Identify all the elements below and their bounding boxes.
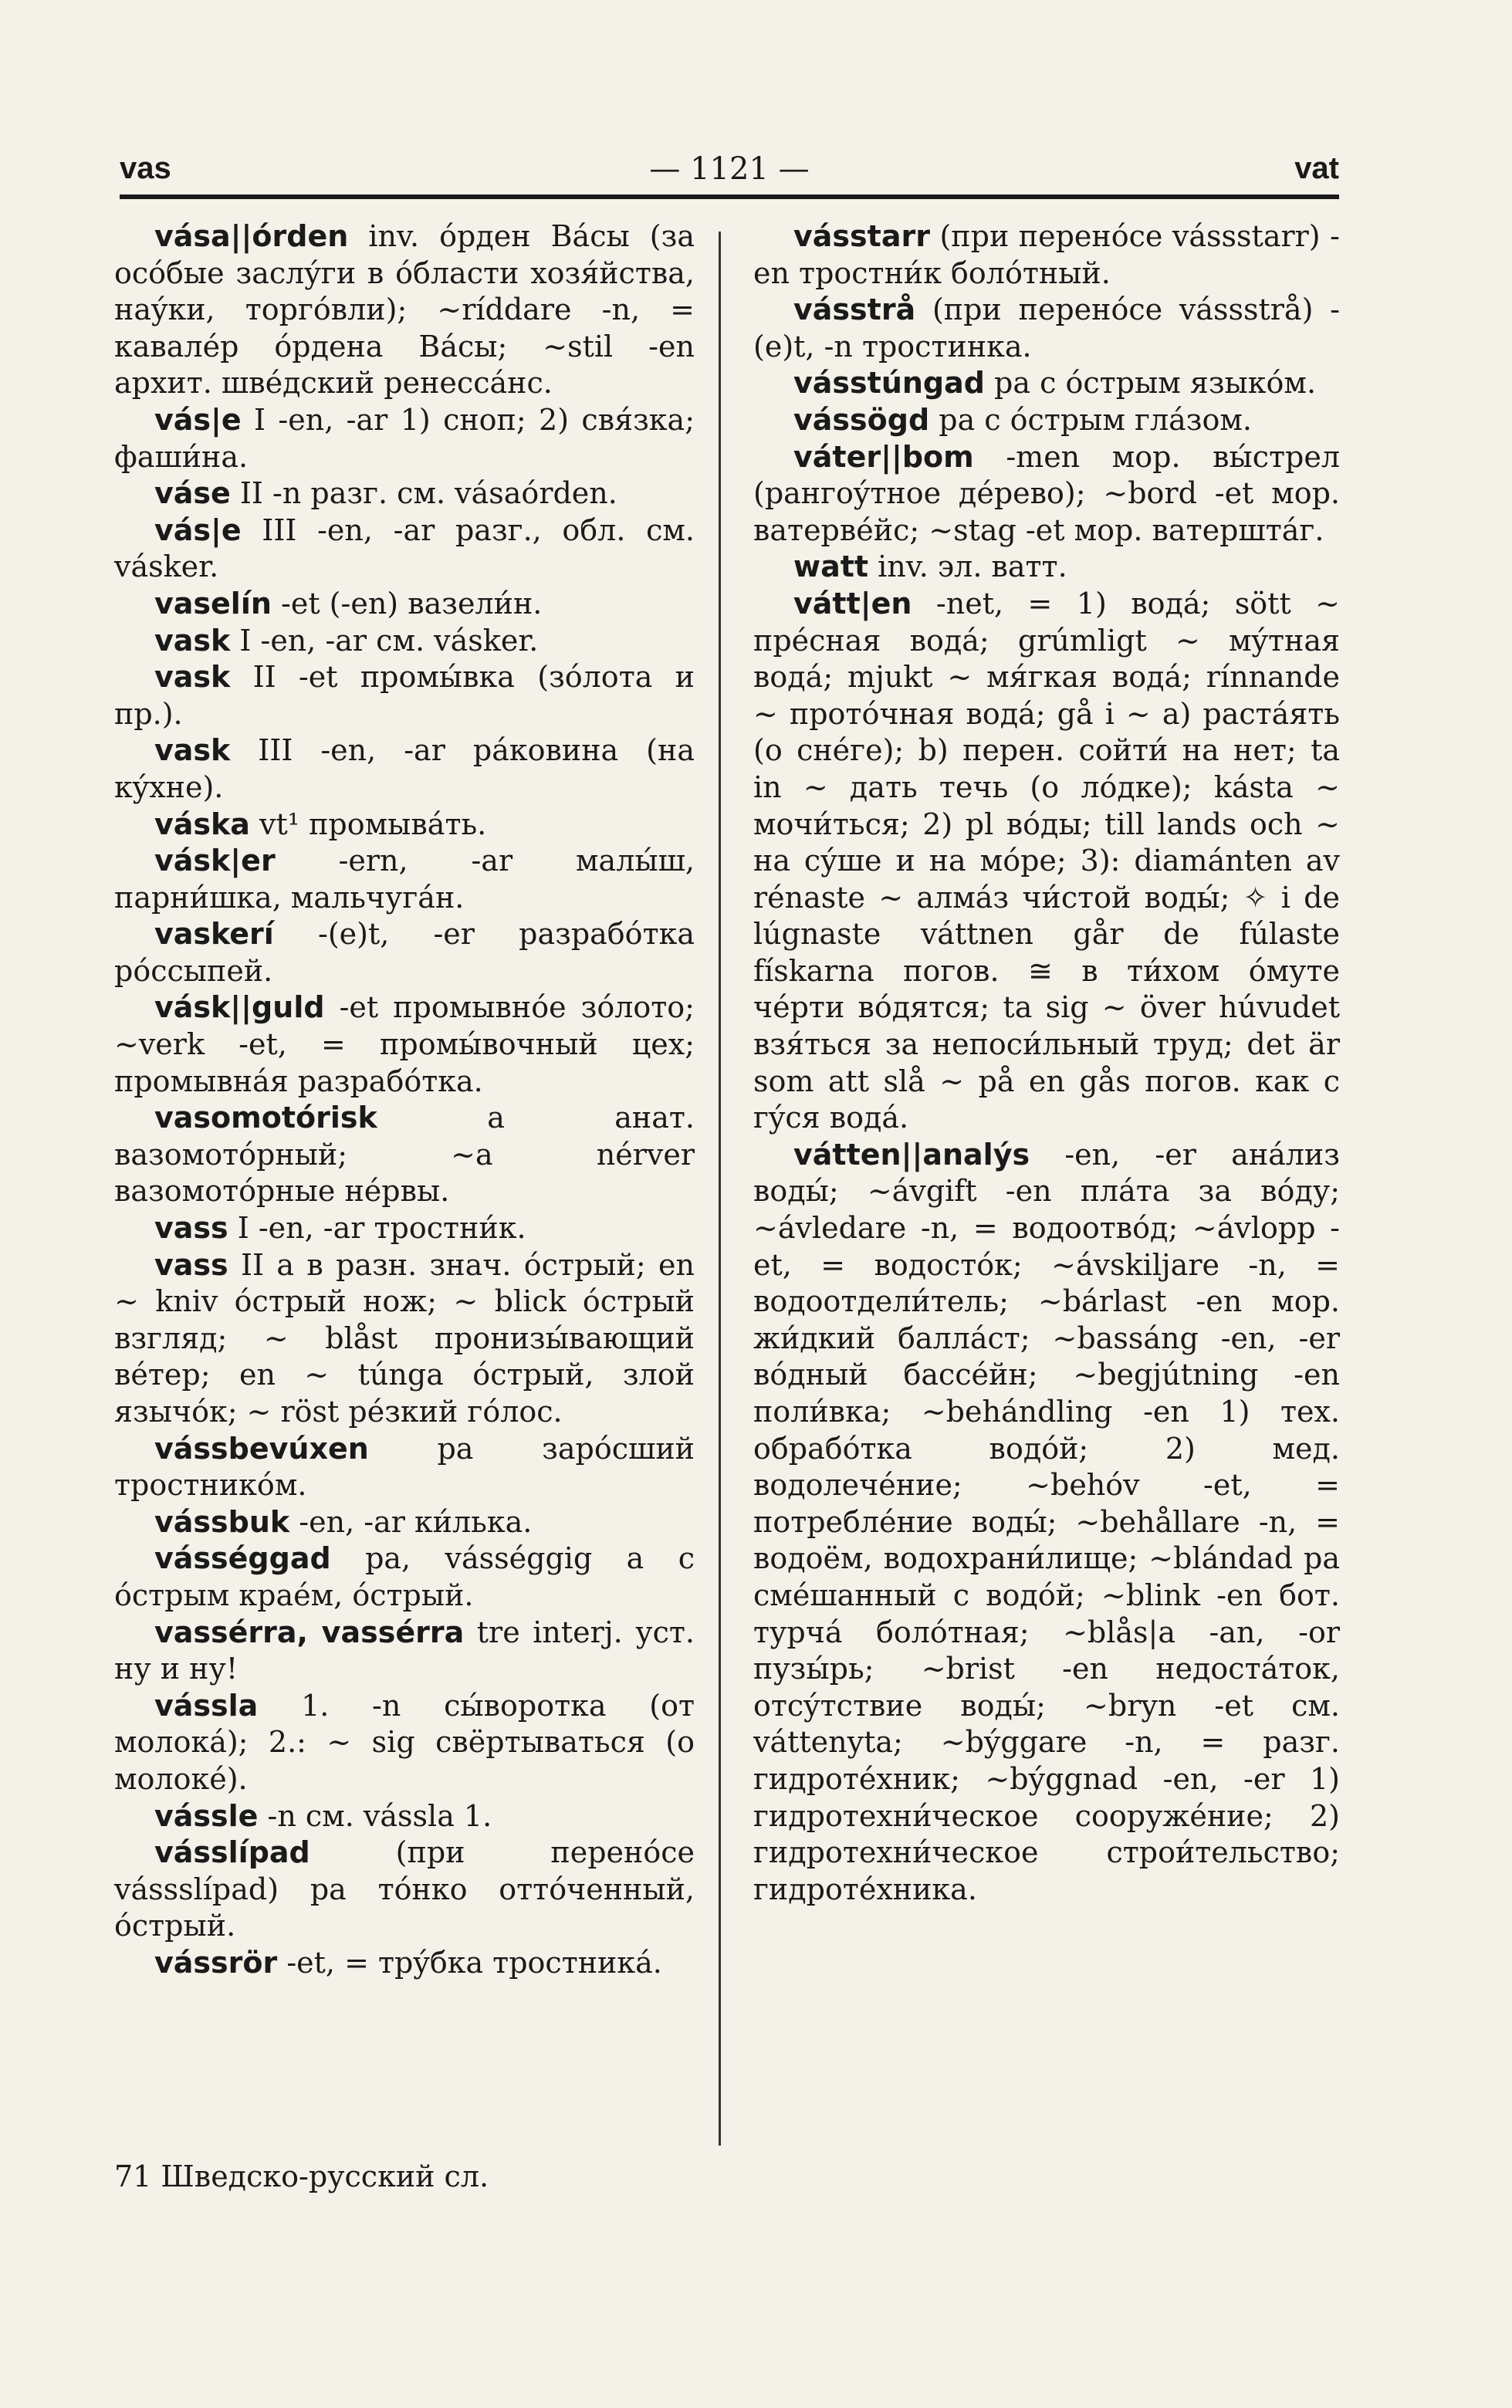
dictionary-entry bbox=[114, 1431, 695, 1504]
entry-definition: -et, = трýбка тростникá. bbox=[277, 1945, 662, 1980]
entry-definition: tre interj. уст. ну и ну! bbox=[114, 1615, 695, 1686]
entry-headword: vásséggad bbox=[154, 1541, 331, 1576]
dictionary-entry bbox=[114, 1247, 695, 1431]
dictionary-entry bbox=[753, 365, 1340, 402]
entry-definition: I -en, -ar тростни́к. bbox=[228, 1211, 526, 1246]
right-guide-word: vat bbox=[1294, 151, 1339, 185]
entry-headword: váska bbox=[154, 807, 250, 841]
dictionary-entry bbox=[114, 1615, 695, 1688]
entry-definition: III -en, -ar разг., обл. см. vásker. bbox=[114, 512, 695, 584]
entry-headword: vásslípad bbox=[154, 1835, 310, 1870]
dictionary-entry bbox=[753, 1137, 1340, 1908]
entry-headword: vásstúngad bbox=[793, 366, 985, 401]
page-number: — 1121 — bbox=[649, 151, 810, 187]
entry-definition: -men мор. вы́стрел (рангоýтное дéрево); ~bord -et мор. ватервéйс; ~stag -et мор. ватерштáг. bbox=[753, 439, 1340, 547]
entry-headword: vasomotórisk bbox=[154, 1101, 377, 1135]
dictionary-entry bbox=[114, 916, 695, 989]
entry-headword: vássbevúxen bbox=[154, 1431, 369, 1466]
left-guide-word: vas bbox=[120, 151, 171, 185]
dictionary-entry bbox=[114, 1541, 695, 1614]
dictionary-entry bbox=[753, 439, 1340, 550]
entry-definition: III -en, -ar рáковина (на кýхне). bbox=[114, 733, 695, 804]
dictionary-entry bbox=[753, 218, 1340, 292]
entry-definition: pa с óстрым глáзом. bbox=[929, 402, 1253, 437]
printer-signature: 71 Шведско-русский сл. bbox=[114, 2159, 489, 2193]
entry-headword: vás|e bbox=[154, 512, 242, 547]
entry-headword: vássla bbox=[154, 1688, 259, 1723]
page-header bbox=[120, 151, 1339, 194]
entry-headword: vassérra, vassérra bbox=[154, 1615, 465, 1649]
entry-headword: vátten||analýs bbox=[793, 1137, 1030, 1172]
dictionary-entry bbox=[753, 292, 1340, 365]
entry-headword: vass bbox=[154, 1247, 228, 1282]
entry-definition: -n см. vássla 1. bbox=[258, 1798, 492, 1833]
entry-definition: II a в разн. знач. óстрый; en ~ kniv óстрый нож; ~ blick óстрый взгляд; ~ blåst пронизы́вающий вéтер; en ~ túnga óстрый, злой язычóк; ~ röst рéзкий гóлос. bbox=[114, 1247, 695, 1429]
entry-headword: vask bbox=[154, 660, 231, 695]
entry-definition: (при перенóсе vássstarr) -en тростни́к болóтный. bbox=[753, 219, 1340, 290]
dictionary-entry bbox=[114, 1210, 695, 1247]
entry-definition: -et промывнóе зóлото; ~verk -et, = промы́вочный цех; промывнáя разрабóтка. bbox=[114, 990, 695, 1098]
header-rule bbox=[120, 194, 1339, 199]
right-column bbox=[753, 218, 1340, 1908]
column-divider bbox=[719, 232, 721, 2146]
entry-headword: vássbuk bbox=[154, 1504, 290, 1539]
entry-definition: inv. óрден Вáсы (за осóбые заслýги в óбласти хозя́йства, наýки, торгóвли); ~ríddare -n, = кавалéр óрдена Вáсы; ~stil -en архит. швéдский ренессáнс. bbox=[114, 219, 695, 401]
dictionary-entry bbox=[753, 586, 1340, 1137]
entry-definition: I -en, -ar 1) сноп; 2) свя́зка; фаши́на. bbox=[114, 402, 695, 474]
entry-definition: -net, = 1) водá; sött ~ прéсная водá; grúmligt ~ мýтная водá; mjukt ~ мя́гкая водá; rínnande ~ протóчная водá; gå i ~ a) растáять (о снéге); b) перен. сойти́ на нет; ta in ~ дать течь (о лóдке); kásta ~ мочи́ться; 2) pl вóды; till lands och ~ на сýше и на мóре; 3): diamánten av rénaste ~ алмáз чи́стой воды́; ✧ i de lúgnaste váttnen går de fúlaste fískarna погов. ≅ в ти́хом óмуте чéрти вóдятся; ta sig ~ över húvudet взя́ться за непоси́льный труд; det är som att slå ~ på en gås погов. как с гýся водá. bbox=[753, 586, 1340, 1135]
entry-headword: váse bbox=[154, 476, 231, 511]
entry-headword: vass bbox=[154, 1211, 228, 1246]
dictionary-entry bbox=[114, 402, 695, 475]
entry-definition: inv. эл. ватт. bbox=[868, 550, 1067, 584]
entry-definition: -et (-en) вазели́н. bbox=[271, 586, 543, 621]
dictionary-entry bbox=[114, 475, 695, 512]
dictionary-entry bbox=[114, 732, 695, 806]
entry-headword: vás|e bbox=[154, 402, 242, 437]
entry-headword: vásstarr bbox=[793, 219, 930, 253]
entry-definition: -en, -ar ки́лька. bbox=[289, 1504, 533, 1539]
dictionary-entry bbox=[114, 623, 695, 660]
dictionary-entry bbox=[114, 586, 695, 623]
entry-headword: vása||órden bbox=[154, 219, 349, 253]
dictionary-entry bbox=[753, 402, 1340, 439]
dictionary-entry bbox=[114, 1835, 695, 1945]
dictionary-entry bbox=[114, 512, 695, 586]
entry-headword: vásstrå bbox=[793, 293, 916, 327]
dictionary-entry bbox=[114, 1100, 695, 1210]
entry-headword: vaskerí bbox=[154, 917, 274, 952]
dictionary-entry bbox=[114, 1688, 695, 1798]
entry-definition: -en, -er анáлиз воды́; ~ávgift -en плáта за вóду; ~ávledare -n, = водоотвóд; ~ávlopp -et, = водостóк; ~ávskiljare -n, = водоотдели́тель; ~bárlast -en мор. жи́дкий баллáст; ~bassáng -en, -er вóдный бассéйн; ~begjútning -en поли́вка; ~behándling -en 1) тех. обрабóтка водóй; 2) мед. водолечéние; ~behóv -et, = потреблéние воды́; ~behållare -n, = водоём, водохрани́лище; ~blándad pa смéшанный с водóй; ~blink -en бот. турчá болóтная; ~blås|a -an, -or пузы́рь; ~brist -en недостáток, отсýтствие воды́; ~bryn -et см. váttenyta; ~býggare -n, = разг. гидротéхник; ~býggnad -en, -er 1) гидротехни́ческое сооружéние; 2) гидротехни́ческое стрoи́тельство; гидротéхника. bbox=[753, 1137, 1340, 1906]
entry-headword: vásk|er bbox=[154, 844, 276, 878]
entry-definition: -ern, -ar малы́ш, парни́шка, мальчугáн. bbox=[114, 844, 695, 915]
entry-headword: vássögd bbox=[793, 402, 930, 437]
entry-definition: II -n разг. см. vásaórden. bbox=[230, 476, 617, 511]
dictionary-entry bbox=[114, 843, 695, 916]
dictionary-entry bbox=[114, 1798, 695, 1835]
left-column bbox=[114, 218, 695, 1982]
entry-definition: -(e)t, -er разрабóтка рóссыпей. bbox=[114, 917, 695, 988]
entry-headword: vássrör bbox=[154, 1945, 278, 1980]
dictionary-entry bbox=[114, 989, 695, 1100]
dictionary-entry bbox=[114, 1504, 695, 1541]
entry-headword: vask bbox=[154, 623, 231, 658]
entry-headword: vásk||guld bbox=[154, 990, 325, 1025]
entry-definition: vt¹ промывáть. bbox=[249, 807, 487, 841]
entry-definition: (при перенóсе vássstrå) -(e)t, -n тростинка. bbox=[753, 293, 1340, 364]
entry-headword: vaselín bbox=[154, 586, 272, 621]
dictionary-entry bbox=[114, 218, 695, 402]
entry-definition: pa с óстрым языкóм. bbox=[984, 366, 1317, 401]
dictionary-entry bbox=[114, 807, 695, 844]
dictionary-entry bbox=[114, 659, 695, 732]
entry-headword: vátt|en bbox=[793, 586, 912, 621]
entry-definition: II -et промы́вка (зóлота и пр.). bbox=[114, 660, 695, 731]
entry-definition: a анат. вазомотóрный; ~a nérver вазомотóрные нéрвы. bbox=[114, 1101, 695, 1209]
entry-headword: váter||bom bbox=[793, 439, 974, 474]
entry-definition: (при перенóсе vássslípad) pa тóнко оттóченный, óстрый. bbox=[114, 1835, 695, 1943]
entry-headword: vássle bbox=[154, 1798, 259, 1833]
entry-headword: vask bbox=[154, 733, 231, 768]
dictionary-entry bbox=[753, 549, 1340, 586]
entry-definition: 1. -n сы́воротка (от молокá); 2.: ~ sig свёртываться (о молокé). bbox=[114, 1688, 695, 1796]
entry-definition: pa, vásséggig a с óстрым краéм, óстрый. bbox=[114, 1541, 695, 1612]
entry-definition: pa зарóсший тростникóм. bbox=[114, 1431, 695, 1503]
entry-definition: I -en, -ar см. vásker. bbox=[230, 623, 539, 658]
dictionary-entry bbox=[114, 1945, 695, 1982]
entry-headword: watt bbox=[793, 550, 869, 584]
